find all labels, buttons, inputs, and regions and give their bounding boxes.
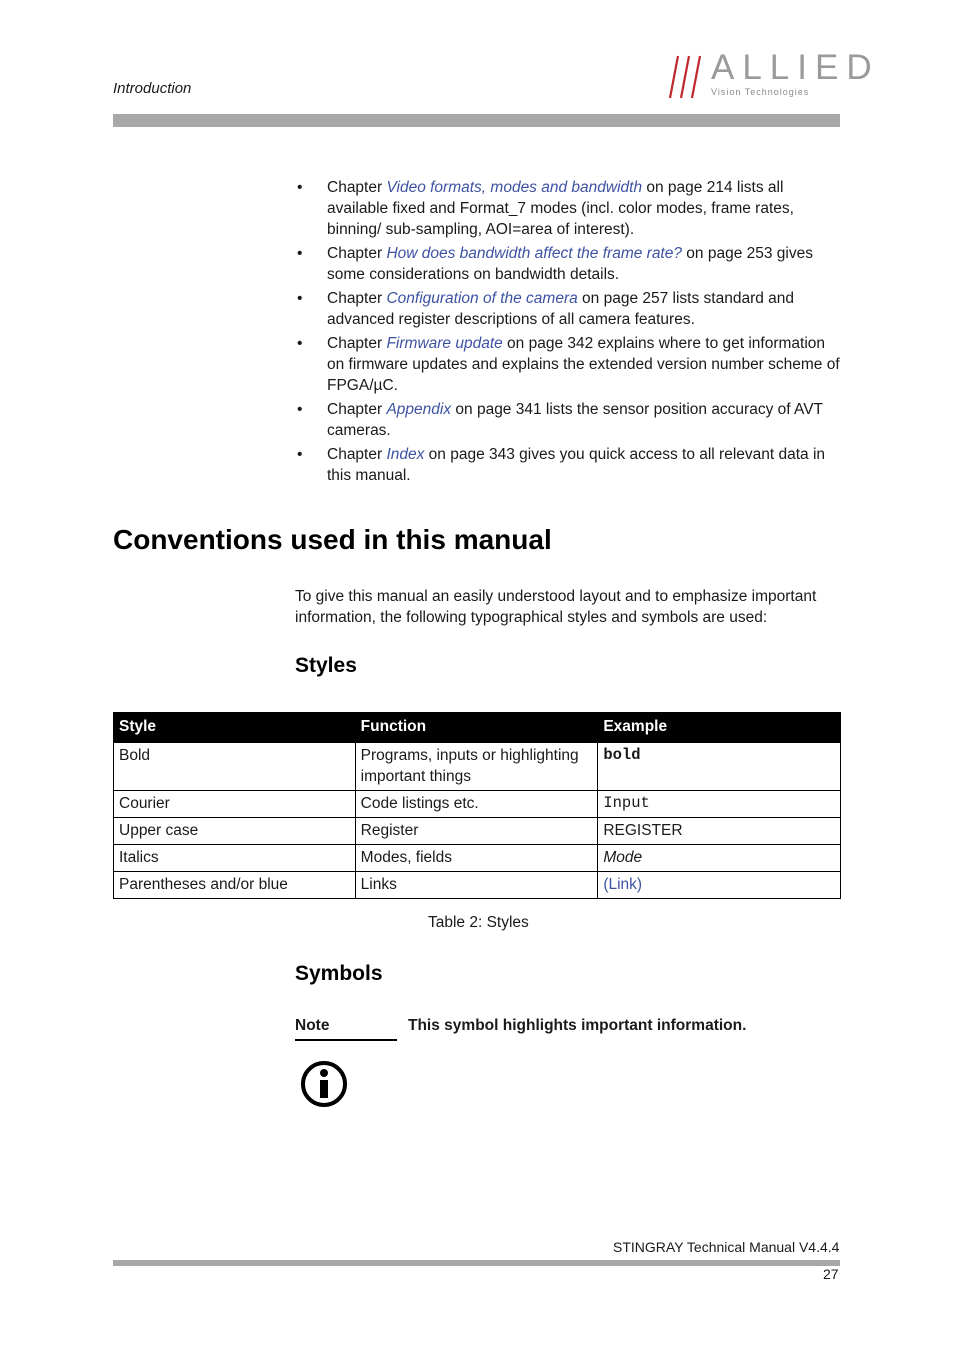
table-cell: Input xyxy=(598,791,841,818)
table-cell-link[interactable]: (Link) xyxy=(598,872,841,899)
table-cell: REGISTER xyxy=(598,818,841,845)
chapter-link[interactable]: Firmware update xyxy=(386,335,503,352)
footer-rule xyxy=(113,1260,840,1266)
bullet-icon: • xyxy=(297,401,303,418)
list-item: • Chapter Configuration of the camera on page 257 lists standard and advanced register descriptions of all camera features. xyxy=(297,290,795,328)
column-header: Function xyxy=(355,713,598,743)
logo-wordmark: ALLIED xyxy=(711,48,880,87)
styles-heading: Styles xyxy=(295,654,357,677)
logo-slashes-icon xyxy=(668,54,710,100)
column-header: Style xyxy=(114,713,356,743)
intro-paragraph: To give this manual an easily understood layout and to emphasize important information, the following typographical styles and symbols are used: xyxy=(295,588,817,626)
table-cell: Italics xyxy=(114,845,356,872)
table-cell: bold xyxy=(598,743,841,791)
chapter-link[interactable]: Configuration of the camera xyxy=(386,290,578,307)
bullet-icon: • xyxy=(297,245,303,262)
list-item: • Chapter How does bandwidth affect the frame rate? on page 253 gives some considerations on bandwidth details. xyxy=(297,245,813,283)
symbols-heading: Symbols xyxy=(295,962,383,985)
list-item: • Chapter Firmware update on page 342 explains where to get information on firmware updates and explains the extended version number scheme of FPGA/µC. xyxy=(297,335,840,394)
header-rule xyxy=(113,114,840,127)
table-row xyxy=(114,818,841,845)
table-cell: Code listings etc. xyxy=(355,791,598,818)
note-label: Note xyxy=(295,1017,397,1041)
chapter-list xyxy=(297,177,843,489)
table-cell: Links xyxy=(355,872,598,899)
table-cell: Courier xyxy=(114,791,356,818)
bullet-icon: • xyxy=(297,335,303,352)
bullet-icon: • xyxy=(297,179,303,196)
list-item: • Chapter Index on page 343 gives you quick access to all relevant data in this manual. xyxy=(297,446,826,484)
table-cell: Programs, inputs or highlighting important things xyxy=(355,743,598,791)
table-cell: Bold xyxy=(114,743,356,791)
bullet-icon: • xyxy=(297,446,303,463)
allied-logo xyxy=(668,48,880,100)
section-title: Conventions used in this manual xyxy=(113,524,552,555)
bullet-icon: • xyxy=(297,290,303,307)
table-cell: Mode xyxy=(598,845,841,872)
note-text: This symbol highlights important information. xyxy=(408,1017,747,1034)
section-header: Introduction xyxy=(113,80,192,97)
list-item: • Chapter Appendix on page 341 lists the sensor position accuracy of AVT cameras. xyxy=(297,401,823,439)
styles-table xyxy=(113,712,841,899)
table-cell: Modes, fields xyxy=(355,845,598,872)
footer-title: STINGRAY Technical Manual V4.4.4 xyxy=(613,1239,840,1255)
chapter-link[interactable]: How does bandwidth affect the frame rate? xyxy=(386,245,682,262)
chapter-link[interactable]: Appendix xyxy=(386,401,452,418)
table-cell: Register xyxy=(355,818,598,845)
table-row xyxy=(114,845,841,872)
table-cell: Upper case xyxy=(114,818,356,845)
table-cell: Parentheses and/or blue xyxy=(114,872,356,899)
logo-tagline: Vision Technologies xyxy=(711,87,810,97)
chapter-link[interactable]: Index xyxy=(386,446,425,463)
column-header: Example xyxy=(598,713,841,743)
table-header-row xyxy=(114,713,841,743)
table-caption: Table 2: Styles xyxy=(428,914,529,931)
info-icon xyxy=(300,1060,348,1108)
page-number: 27 xyxy=(823,1266,839,1282)
list-item: • Chapter Video formats, modes and bandwidth on page 214 lists all available fixed and Format_7 modes (incl. color modes, frame rates, binning/ sub-sampling, AOI=area of interest). xyxy=(297,179,794,238)
table-row xyxy=(114,791,841,818)
table-row xyxy=(114,872,841,899)
chapter-link[interactable]: Video formats, modes and bandwidth xyxy=(386,179,643,196)
table-row xyxy=(114,743,841,791)
